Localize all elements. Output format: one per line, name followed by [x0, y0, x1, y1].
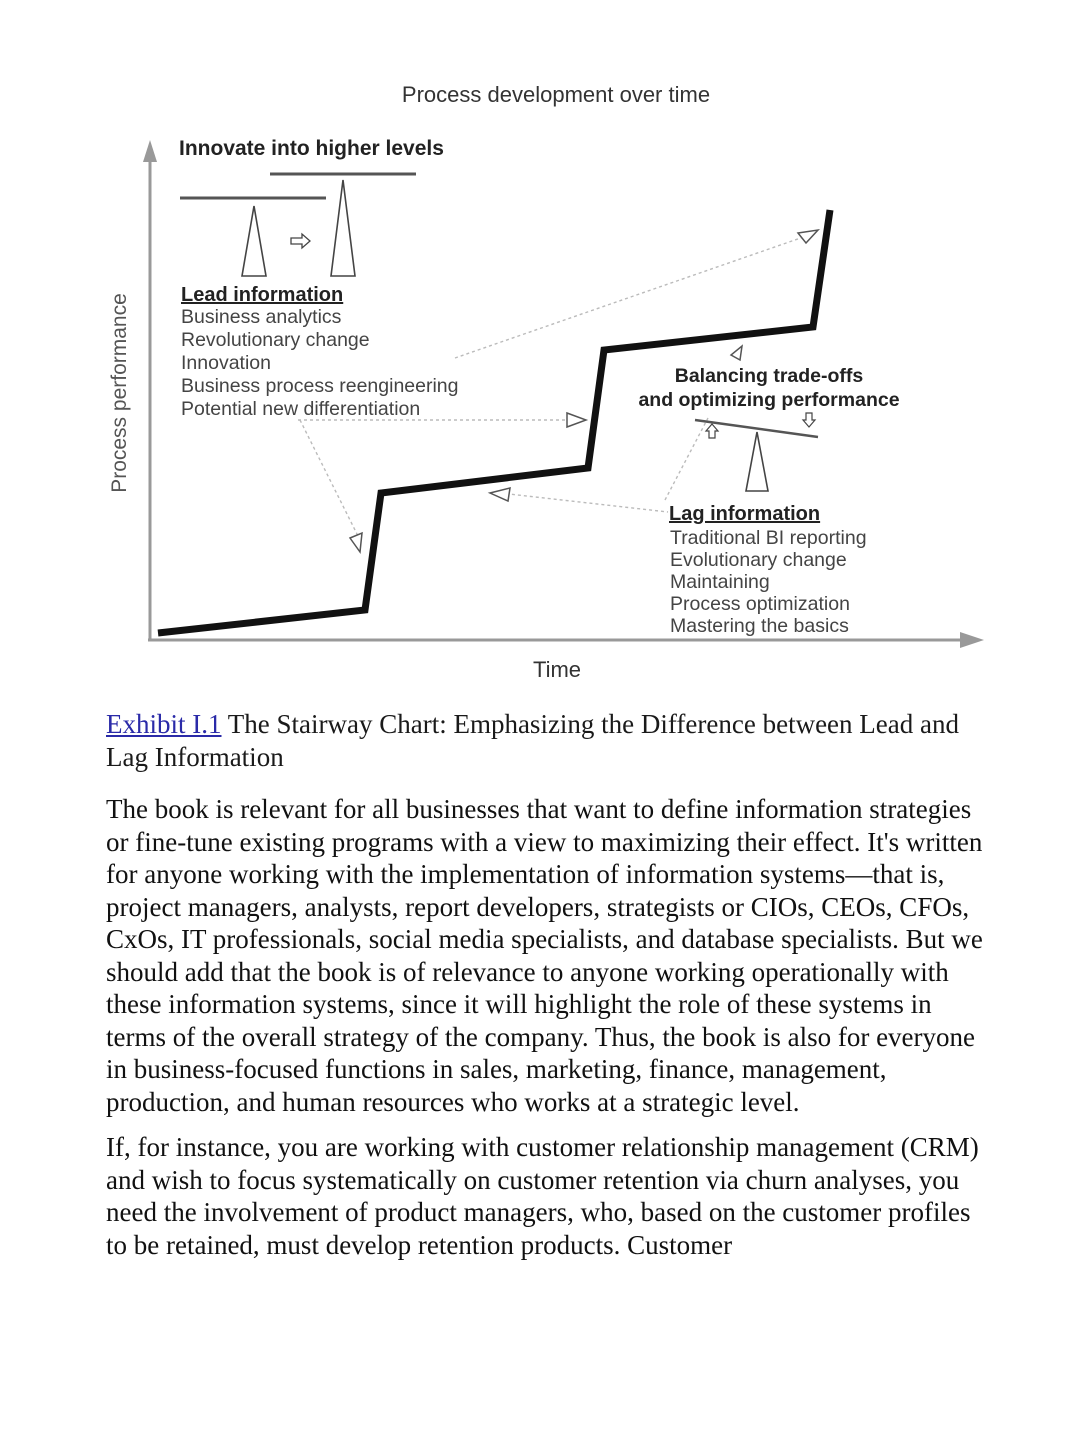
figure-title: Process development over time — [401, 82, 711, 107]
lead-item: Business analytics — [181, 306, 342, 328]
y-axis-label: Process performance — [108, 293, 131, 493]
lag-item: Process optimization — [670, 593, 850, 615]
up-arrow-icon — [706, 424, 718, 438]
lead-item: Business process reengineering — [181, 375, 459, 397]
lag-heading: Lag information — [669, 503, 821, 525]
x-axis-label: Time — [532, 657, 582, 682]
innovate-heading: Innovate into higher levels — [179, 137, 444, 160]
lag-item: Maintaining — [670, 571, 770, 593]
lead-item: Innovation — [181, 352, 271, 374]
right-arrow-icon — [291, 234, 310, 248]
seesaw-fulcrum-icon — [746, 432, 768, 491]
stairway-figure — [0, 0, 1080, 700]
lag-item: Traditional BI reporting — [670, 527, 867, 549]
body-text — [106, 793, 986, 1274]
paragraph: If, for instance, you are working with customer relationship management (CRM) and wish to focus systematically on customer retention via churn analyses, you need the involvement of product managers, who, based on the customer profiles to be retained, must develop retention products. Customer — [106, 1132, 979, 1260]
lead-item: Revolutionary change — [181, 329, 370, 351]
x-axis-arrowhead-icon — [960, 632, 984, 648]
paragraph: The book is relevant for all businesses that want to define information strategies or fine-tune existing programs with a view to maximizing their effect. It's written for anyone working with the implementation of information systems—that is, project managers, analysts, report developers, strategists or CIOs, CEOs, CFOs, CxOs, IT professionals, social media specialists, and database specialists. But we should add that the book is of relevance to anyone working operationally with these information systems, since it will highlight the role of these systems in terms of the overall strategy of the company. Thus, the book is also for everyone in business-focused functions in sales, marketing, finance, management, production, and human resources who works at a strategic level. — [106, 794, 983, 1117]
balancing-line1: Balancing trade-offs — [674, 365, 864, 387]
exhibit-link[interactable]: Exhibit I.1 — [106, 709, 222, 739]
balancing-line2: and optimizing performance — [638, 389, 900, 411]
lag-item: Evolutionary change — [670, 549, 847, 571]
pillar-small-icon — [242, 206, 266, 276]
lag-item: Mastering the basics — [670, 615, 849, 637]
lead-heading: Lead information — [181, 284, 344, 306]
lead-item: Potential new differentiation — [181, 398, 421, 420]
down-arrow-icon — [803, 413, 815, 427]
y-axis-arrowhead-icon — [143, 140, 157, 162]
pillar-large-icon — [331, 180, 355, 276]
caption-text: The Stairway Chart: Emphasizing the Difference between Lead and Lag Information — [106, 709, 959, 772]
figure-caption — [106, 708, 986, 774]
